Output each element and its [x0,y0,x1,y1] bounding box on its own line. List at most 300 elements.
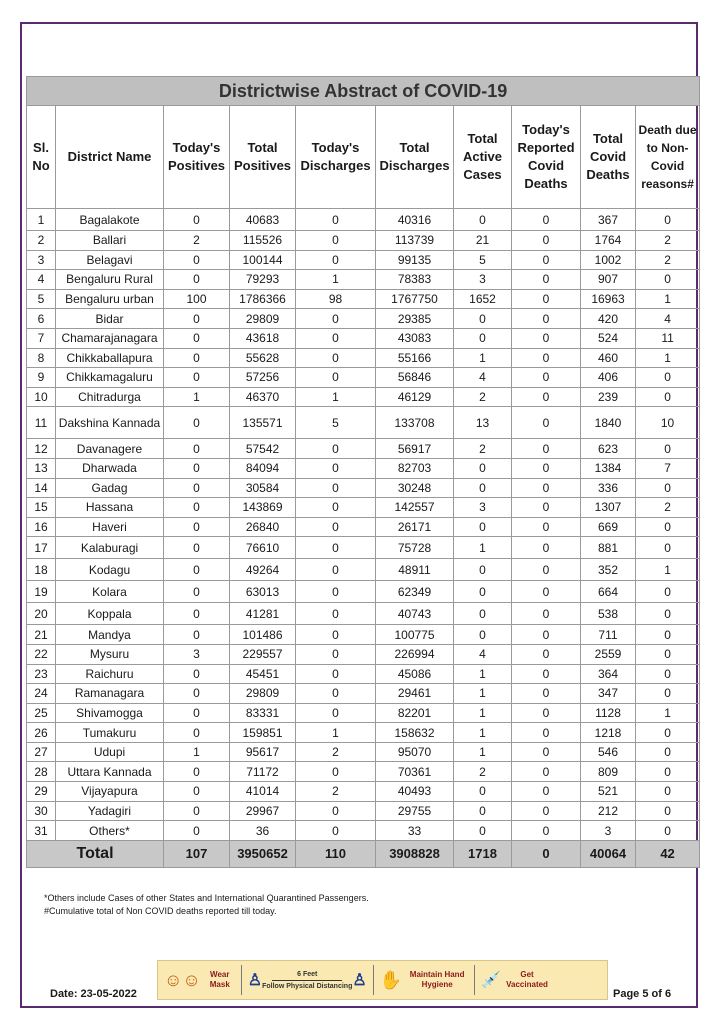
serial-cell: 13 [27,458,56,478]
value-cell: 1307 [581,498,636,518]
value-cell: 0 [296,439,376,459]
value-cell: 0 [512,742,581,762]
value-cell: 11 [636,328,700,348]
value-cell: 0 [164,250,230,270]
serial-cell: 26 [27,723,56,743]
column-header: Today's Discharges [296,106,376,209]
value-cell: 0 [164,478,230,498]
value-cell: 82703 [376,458,454,478]
value-cell: 0 [164,559,230,581]
value-cell: 2559 [581,644,636,664]
value-cell: 82201 [376,703,454,723]
value-cell: 1 [454,684,512,704]
serial-cell: 31 [27,821,56,841]
table-row [27,498,700,518]
value-cell: 0 [296,368,376,388]
table-row [27,762,700,782]
total-value: 40064 [581,840,636,867]
value-cell: 29461 [376,684,454,704]
serial-cell: 1 [27,209,56,231]
value-cell: 881 [581,537,636,559]
value-cell: 113739 [376,231,454,251]
value-cell: 0 [512,559,581,581]
value-cell: 0 [296,231,376,251]
value-cell: 1002 [581,250,636,270]
serial-cell: 15 [27,498,56,518]
value-cell: 79293 [230,270,296,290]
value-cell: 2 [636,498,700,518]
value-cell: 4 [454,644,512,664]
value-cell: 0 [296,517,376,537]
value-cell: 142557 [376,498,454,518]
district-cell: Others* [56,821,164,841]
value-cell: 907 [581,270,636,290]
value-cell: 809 [581,762,636,782]
value-cell: 40316 [376,209,454,231]
value-cell: 1840 [581,407,636,439]
value-cell: 2 [454,387,512,407]
value-cell: 0 [454,782,512,802]
value-cell: 1 [296,270,376,290]
value-cell: 5 [296,407,376,439]
value-cell: 21 [454,231,512,251]
value-cell: 0 [454,328,512,348]
district-cell: Haveri [56,517,164,537]
serial-cell: 27 [27,742,56,762]
value-cell: 0 [636,644,700,664]
value-cell: 0 [512,387,581,407]
table-row [27,537,700,559]
covid-table [26,76,700,868]
district-cell: Raichuru [56,664,164,684]
value-cell: 0 [454,821,512,841]
column-header: Total Positives [230,106,296,209]
table-row [27,559,700,581]
value-cell: 0 [296,664,376,684]
value-cell: 1 [296,723,376,743]
table-row [27,703,700,723]
serial-cell: 17 [27,537,56,559]
table-row [27,270,700,290]
value-cell: 1767750 [376,289,454,309]
wear-mask-item [158,961,241,999]
serial-cell: 30 [27,801,56,821]
value-cell: 75728 [376,537,454,559]
serial-cell: 10 [27,387,56,407]
district-cell: Tumakuru [56,723,164,743]
value-cell: 0 [512,328,581,348]
value-cell: 0 [636,801,700,821]
value-cell: 0 [512,368,581,388]
value-cell: 1 [636,703,700,723]
table-row [27,581,700,603]
serial-cell: 21 [27,625,56,645]
district-cell: Davanagere [56,439,164,459]
value-cell: 41014 [230,782,296,802]
total-value: 3950652 [230,840,296,867]
column-header: Death due to Non-Covid reasons# [636,106,700,209]
value-cell: 1 [454,723,512,743]
value-cell: 158632 [376,723,454,743]
table-row [27,723,700,743]
person-icon-2: ♙ [352,972,367,989]
value-cell: 0 [164,684,230,704]
value-cell: 5 [454,250,512,270]
value-cell: 0 [164,458,230,478]
vaccinated-item [475,961,555,999]
value-cell: 0 [636,209,700,231]
value-cell: 0 [512,821,581,841]
serial-cell: 22 [27,644,56,664]
value-cell: 100 [164,289,230,309]
value-cell: 100144 [230,250,296,270]
value-cell: 0 [512,309,581,329]
value-cell: 43083 [376,328,454,348]
district-cell: Ramanagara [56,684,164,704]
district-cell: Kolara [56,581,164,603]
value-cell: 0 [636,742,700,762]
value-cell: 0 [296,644,376,664]
district-cell: Kodagu [56,559,164,581]
serial-cell: 20 [27,603,56,625]
value-cell: 78383 [376,270,454,290]
total-value: 107 [164,840,230,867]
value-cell: 0 [164,368,230,388]
table-row [27,664,700,684]
mask-people-icon: ☺☺ [164,969,201,990]
serial-cell: 3 [27,250,56,270]
value-cell: 0 [296,309,376,329]
value-cell: 0 [296,684,376,704]
value-cell: 406 [581,368,636,388]
value-cell: 2 [454,762,512,782]
district-cell: Bidar [56,309,164,329]
value-cell: 2 [636,250,700,270]
table-row [27,478,700,498]
value-cell: 71172 [230,762,296,782]
value-cell: 0 [512,498,581,518]
footnote-others: *Others include Cases of other States and International Quarantined Passengers. [44,893,369,903]
value-cell: 3 [454,498,512,518]
value-cell: 1 [454,664,512,684]
value-cell: 1218 [581,723,636,743]
value-cell: 30584 [230,478,296,498]
table-row [27,368,700,388]
value-cell: 0 [164,270,230,290]
district-cell: Bengaluru urban [56,289,164,309]
value-cell: 1 [454,703,512,723]
value-cell: 63013 [230,581,296,603]
total-value: 42 [636,840,700,867]
value-cell: 1 [454,537,512,559]
value-cell: 352 [581,559,636,581]
value-cell: 0 [512,603,581,625]
district-cell: Udupi [56,742,164,762]
value-cell: 0 [454,517,512,537]
district-cell: Vijayapura [56,782,164,802]
value-cell: 0 [296,328,376,348]
vaccine-icon: 💉 [481,972,502,989]
value-cell: 0 [164,209,230,231]
value-cell: 0 [164,625,230,645]
value-cell: 0 [512,289,581,309]
value-cell: 1128 [581,703,636,723]
value-cell: 1 [454,348,512,368]
value-cell: 546 [581,742,636,762]
serial-cell: 25 [27,703,56,723]
table-row [27,348,700,368]
column-header: Today's Positives [164,106,230,209]
district-cell: Bagalakote [56,209,164,231]
district-cell: Uttara Kannada [56,762,164,782]
value-cell: 133708 [376,407,454,439]
value-cell: 0 [512,458,581,478]
value-cell: 0 [636,684,700,704]
total-value: 110 [296,840,376,867]
serial-cell: 29 [27,782,56,802]
value-cell: 0 [512,762,581,782]
value-cell: 0 [636,664,700,684]
value-cell: 0 [512,703,581,723]
value-cell: 100775 [376,625,454,645]
value-cell: 364 [581,664,636,684]
serial-cell: 7 [27,328,56,348]
table-row [27,782,700,802]
table-row [27,821,700,841]
value-cell: 99135 [376,250,454,270]
district-cell: Gadag [56,478,164,498]
value-cell: 0 [512,644,581,664]
serial-cell: 12 [27,439,56,459]
serial-cell: 11 [27,407,56,439]
value-cell: 159851 [230,723,296,743]
value-cell: 0 [454,209,512,231]
value-cell: 1384 [581,458,636,478]
value-cell: 420 [581,309,636,329]
serial-cell: 5 [27,289,56,309]
serial-cell: 4 [27,270,56,290]
district-cell: Chikkamagaluru [56,368,164,388]
value-cell: 0 [164,498,230,518]
value-cell: 0 [454,581,512,603]
total-value: 1718 [454,840,512,867]
value-cell: 46370 [230,387,296,407]
value-cell: 0 [454,603,512,625]
table-row [27,801,700,821]
table-row [27,289,700,309]
value-cell: 135571 [230,407,296,439]
table-row [27,517,700,537]
table-row [27,644,700,664]
hand-wash-icon: ✋ [379,969,403,990]
table-title: Districtwise Abstract of COVID-19 [27,77,700,106]
value-cell: 0 [512,782,581,802]
value-cell: 101486 [230,625,296,645]
value-cell: 1 [164,387,230,407]
table-row [27,458,700,478]
value-cell: 0 [636,387,700,407]
value-cell: 0 [636,603,700,625]
value-cell: 1 [636,559,700,581]
value-cell: 70361 [376,762,454,782]
value-cell: 0 [164,762,230,782]
value-cell: 40743 [376,603,454,625]
value-cell: 3 [164,644,230,664]
value-cell: 2 [296,782,376,802]
value-cell: 0 [164,723,230,743]
value-cell: 460 [581,348,636,368]
district-cell: Chamarajanagara [56,328,164,348]
value-cell: 0 [296,458,376,478]
value-cell: 0 [454,478,512,498]
serial-cell: 2 [27,231,56,251]
value-cell: 521 [581,782,636,802]
table-row [27,328,700,348]
value-cell: 623 [581,439,636,459]
district-cell: Kalaburagi [56,537,164,559]
value-cell: 212 [581,801,636,821]
district-cell: Belagavi [56,250,164,270]
value-cell: 1652 [454,289,512,309]
value-cell: 0 [296,537,376,559]
district-cell: Mysuru [56,644,164,664]
value-cell: 0 [164,581,230,603]
value-cell: 711 [581,625,636,645]
value-cell: 84094 [230,458,296,478]
wear-mask-label: Wear Mask [209,970,230,989]
value-cell: 76610 [230,537,296,559]
value-cell: 2 [164,231,230,251]
total-value: 3908828 [376,840,454,867]
value-cell: 0 [636,723,700,743]
value-cell: 0 [164,664,230,684]
value-cell: 83331 [230,703,296,723]
value-cell: 0 [454,309,512,329]
distance-label: 6 Feet [297,970,318,978]
serial-cell: 19 [27,581,56,603]
value-cell: 367 [581,209,636,231]
value-cell: 29385 [376,309,454,329]
value-cell: 7 [636,458,700,478]
value-cell: 0 [636,439,700,459]
value-cell: 115526 [230,231,296,251]
value-cell: 29809 [230,309,296,329]
serial-cell: 24 [27,684,56,704]
value-cell: 0 [454,458,512,478]
value-cell: 664 [581,581,636,603]
serial-cell: 23 [27,664,56,684]
value-cell: 239 [581,387,636,407]
column-header: District Name [56,106,164,209]
value-cell: 0 [164,537,230,559]
value-cell: 0 [296,821,376,841]
serial-cell: 6 [27,309,56,329]
distancing-item [242,961,373,999]
value-cell: 1 [454,742,512,762]
serial-cell: 8 [27,348,56,368]
value-cell: 95070 [376,742,454,762]
column-header: Total Active Cases [454,106,512,209]
value-cell: 0 [636,368,700,388]
table-row [27,603,700,625]
value-cell: 538 [581,603,636,625]
value-cell: 46129 [376,387,454,407]
value-cell: 62349 [376,581,454,603]
value-cell: 0 [512,348,581,368]
value-cell: 55628 [230,348,296,368]
table-row [27,625,700,645]
value-cell: 1 [636,289,700,309]
district-cell: Yadagiri [56,801,164,821]
table-row [27,742,700,762]
value-cell: 0 [512,270,581,290]
value-cell: 0 [164,603,230,625]
value-cell: 57542 [230,439,296,459]
value-cell: 36 [230,821,296,841]
value-cell: 0 [512,250,581,270]
value-cell: 0 [164,517,230,537]
serial-cell: 16 [27,517,56,537]
column-header: Sl. No [27,106,56,209]
value-cell: 16963 [581,289,636,309]
value-cell: 1 [296,387,376,407]
value-cell: 1 [636,348,700,368]
serial-cell: 9 [27,368,56,388]
district-cell: Mandya [56,625,164,645]
value-cell: 4 [636,309,700,329]
report-date: Date: 23-05-2022 [50,988,137,1000]
value-cell: 95617 [230,742,296,762]
value-cell: 0 [636,517,700,537]
value-cell: 0 [512,209,581,231]
value-cell: 2 [636,231,700,251]
value-cell: 336 [581,478,636,498]
column-header: Today's Reported Covid Deaths [512,106,581,209]
table-row [27,231,700,251]
value-cell: 48911 [376,559,454,581]
value-cell: 0 [512,625,581,645]
value-cell: 0 [512,723,581,743]
value-cell: 29967 [230,801,296,821]
column-header: Total Discharges [376,106,454,209]
value-cell: 0 [512,439,581,459]
value-cell: 1786366 [230,289,296,309]
value-cell: 0 [296,559,376,581]
value-cell: 0 [636,270,700,290]
table-row [27,439,700,459]
value-cell: 33 [376,821,454,841]
value-cell: 0 [454,801,512,821]
value-cell: 0 [512,537,581,559]
value-cell: 45451 [230,664,296,684]
value-cell: 30248 [376,478,454,498]
value-cell: 0 [512,801,581,821]
value-cell: 347 [581,684,636,704]
value-cell: 1764 [581,231,636,251]
table-row [27,250,700,270]
value-cell: 0 [454,559,512,581]
serial-cell: 18 [27,559,56,581]
value-cell: 0 [636,537,700,559]
value-cell: 26171 [376,517,454,537]
district-cell: Shivamogga [56,703,164,723]
value-cell: 98 [296,289,376,309]
value-cell: 0 [636,478,700,498]
page-number: Page 5 of 6 [613,988,672,1000]
value-cell: 2 [296,742,376,762]
value-cell: 13 [454,407,512,439]
value-cell: 143869 [230,498,296,518]
